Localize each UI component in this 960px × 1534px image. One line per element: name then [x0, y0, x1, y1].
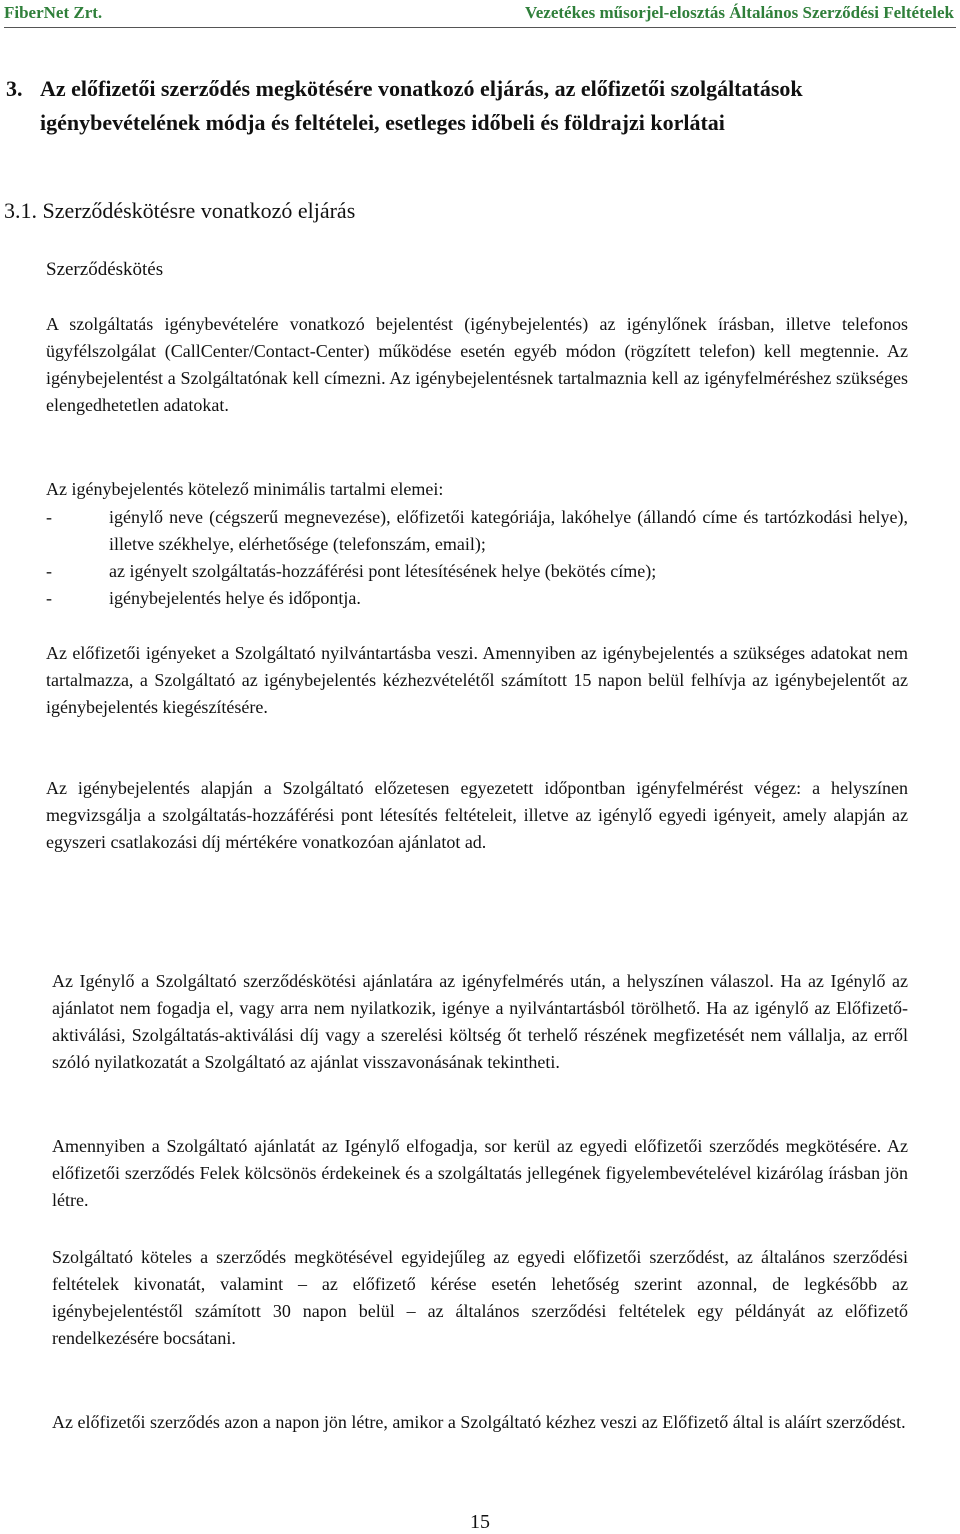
label-szerzodeskotes: Szerződéskötés: [46, 259, 164, 280]
paragraph-6-text: Szolgáltató köteles a szerződés megkötésével egyidejűleg az egyedi előfizetői szerződést, az általános szerződési feltételek kivonatát, valamint – az előfizető kérése esetén lehetőség szerint azonnal, de legkésőbb az igénybejelentéstől számított 30 napon belül – az általános szerződési feltételek egy példányát az előfizető rendelkezésére bocsátani.: [52, 1247, 908, 1348]
header-divider: [4, 27, 956, 28]
paragraph-5-text: Amennyiben a Szolgáltató ajánlatát az Igénylő elfogadja, sor kerül az egyedi előfizetői szerződés megkötésére. Az előfizetői szerződés Felek kölcsönös érdekeinek és a szolgáltatás jellegének figyelembevételével kizárólag írásban jön létre.: [52, 1136, 908, 1210]
paragraph-4: [52, 968, 908, 1076]
paragraph-7-text: Az előfizetői szerződés azon a napon jön létre, amikor a Szolgáltató kézhez veszi az Előfizető által is aláírt szerződést.: [52, 1412, 906, 1432]
list-item: [46, 585, 908, 612]
paragraph-2: [46, 640, 908, 721]
paragraph-6: [52, 1244, 908, 1352]
paragraph-7: [52, 1409, 908, 1436]
page-number: 15: [470, 1511, 490, 1533]
list-marker: -: [46, 561, 52, 581]
header-document-title: Vezetékes műsorjel-elosztás Általános Szerződési Feltételek: [525, 3, 954, 22]
section-heading: [0, 72, 940, 140]
list-item-text: az igényelt szolgáltatás-hozzáférési pont létesítésének helye (bekötés címe);: [109, 561, 657, 581]
requirements-list: [46, 504, 908, 612]
paragraph-2-text: Az előfizetői igényeket a Szolgáltató nyilvántartásba veszi. Amennyiben az igénybejelentés a szükséges adatokat nem tartalmazza, a Szolgáltató az igénybejelentés kézhezvételétől számított 15 napon belül felhívja az igénybejelentőt az igénybejelentés kiegészítésére.: [46, 643, 908, 717]
subsection-title: 3.1. Szerződéskötésre vonatkozó eljárás: [4, 198, 356, 223]
list-intro: Az igénybejelentés kötelező minimális tartalmi elemei:: [46, 479, 444, 499]
paragraph-4-text: Az Igénylő a Szolgáltató szerződéskötési ajánlatára az igényfelmérés után, a helyszínen válaszol. Ha az Igénylő az ajánlatot nem fogadja el, vagy arra nem nyilatkozik, igénye a nyilvántartásból törölhető. Ha az igénylő az Előfizető-aktiválási, Szolgáltatás-aktiválási díj vagy a szerelési költség őt terhelő részének megfizetését nem vállalja, az erről szóló nyilatkozatát a Szolgáltató az ajánlat visszavonásának tekintheti.: [52, 971, 908, 1072]
paragraph-3-text: Az igénybejelentés alapján a Szolgáltató előzetesen egyezetett időpontban igényfelmérést végez: a helyszínen megvizsgálja a szolgáltatás-hozzáférési pont létesítés feltételeit, illetve az igénylő egyedi igényeit, amely alapján az egyszeri csatlakozási díj mértékére vonatkozóan ajánlatot ad.: [46, 778, 908, 852]
list-item-text: igénybejelentés helye és időpontja.: [109, 588, 361, 608]
paragraph-3: [46, 775, 908, 856]
paragraph-1-text: A szolgáltatás igénybevételére vonatkozó bejelentést (igénybejelentés) az igénylőnek írásban, illetve telefonos ügyfélszolgálat (CallCenter/Contact-Center) működése esetén egyéb módon (rögzített telefon) kell megtennie. Az igénybejelentést a Szolgáltatónak kell címezni. Az igénybejelentésnek tartalmaznia kell az igényfelméréshez szükséges elengedhetetlen adatokat.: [46, 314, 908, 415]
list-item: [46, 504, 908, 558]
list-item: [46, 558, 908, 585]
section-number: 3.: [6, 76, 23, 101]
paragraph-5: [52, 1133, 908, 1214]
header-company: FiberNet Zrt.: [4, 3, 103, 22]
section-title: Az előfizetői szerződés megkötésére vonatkozó eljárás, az előfizetői szolgáltatások igénybevételének módja és feltételei, esetleges időbeli és földrajzi korlátai: [40, 76, 803, 135]
list-marker: -: [46, 588, 52, 608]
list-item-text: igénylő neve (cégszerű megnevezése), előfizetői kategóriája, lakóhelye (állandó címe és tartózkodási helye), illetve székhelye, elérhetősége (telefonszám, email);: [109, 507, 908, 554]
paragraph-1: [46, 311, 908, 419]
list-marker: -: [46, 507, 52, 527]
